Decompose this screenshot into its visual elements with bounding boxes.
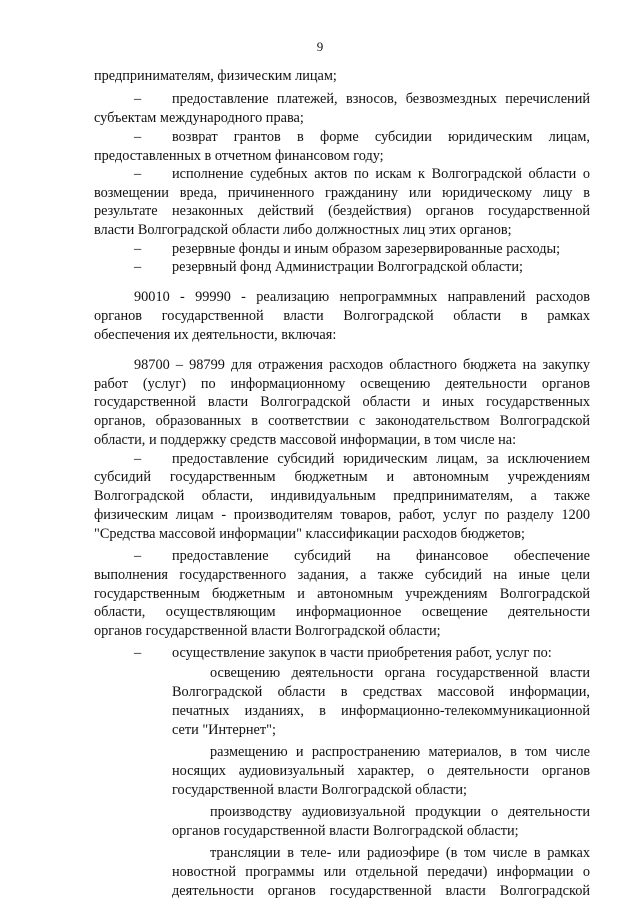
text-line: размещению и распространению материалов, в том числе [210, 744, 590, 760]
text-line: предоставление субсидий на финансовое обеспечение [172, 548, 590, 564]
text-line: возврат грантов в форме субсидии юридическим лицам, [172, 129, 590, 145]
text-line: 90010 - 99990 - реализацию непрограммных направлений расходов [134, 289, 590, 305]
text-line: деятельности органов государственной власти Волгоградской [172, 883, 590, 899]
text-line: Волгоградской области, индивидуальным предпринимателям, а также [94, 488, 590, 504]
text-line: исполнение судебных актов по искам к Волгоградской области о [172, 166, 590, 182]
text-line: трансляции в теле- или радиоэфире (в том числе в рамках [210, 845, 590, 861]
text-line: государственной власти Волгоградской области и иных государственных [94, 394, 590, 410]
text-line: носящих аудиовизуальный характер, о деятельности органов [172, 763, 590, 779]
text-line: работ (услуг) по информационному освещению деятельности органов [94, 376, 590, 392]
text-line: физическим лицам - производителям товаров, работ, услуг по разделу 1200 [94, 507, 590, 523]
list-dash: – [134, 91, 142, 107]
text-line: субъектам международного права; [94, 110, 304, 126]
text-line: выполнения государственного задания, а также субсидий на иные цели [94, 567, 590, 583]
text-line: органов государственной власти Волгоградской области в рамках [94, 308, 590, 324]
text-line: органов, образованных в соответствии с законодательством Волгоградской [94, 413, 590, 429]
text-line: предпринимателям, физическим лицам; [94, 68, 337, 84]
text-line: резервный фонд Администрации Волгоградской области; [172, 259, 523, 275]
list-dash: – [134, 645, 142, 661]
text-line: предоставление субсидий юридическим лицам, за исключением [172, 451, 590, 467]
text-line: субсидий государственным бюджетным и автономным учреждениям [94, 469, 590, 485]
text-line: Волгоградской области в средствах массовой информации, [172, 684, 590, 700]
page-number: 9 [316, 39, 324, 54]
text-line: обеспечения их деятельности, включая: [94, 327, 337, 343]
text-line: власти Волгоградской области либо должностных лиц этих органов; [94, 222, 512, 238]
text-line: области, и поддержку средств массовой информации, в том числе на: [94, 432, 517, 448]
text-line: осуществление закупок в части приобретения работ, услуг по: [172, 645, 552, 661]
list-dash: – [134, 451, 142, 467]
list-dash: – [134, 548, 142, 564]
text-line: возмещении вреда, причиненного гражданину или юридическому лицу в [94, 185, 590, 201]
list-dash: – [134, 166, 142, 182]
text-line: "Средства массовой информации" классификации расходов бюджетов; [94, 526, 525, 542]
text-line: результате незаконных действий (бездействия) органов государственной [94, 203, 590, 219]
list-dash: – [134, 129, 142, 145]
text-line: государственным бюджетным и автономным учреждениям Волгоградской [94, 586, 590, 602]
text-line: предоставление платежей, взносов, безвозмездных перечислений [172, 91, 590, 107]
text-line: предоставленных в отчетном финансовом году; [94, 148, 384, 164]
text-line: печатных изданиях, в информационно-телекоммуникационной [172, 703, 590, 719]
text-line: сети "Интернет"; [172, 722, 276, 738]
text-line: резервные фонды и иным образом зарезервированные расходы; [172, 241, 561, 257]
text-line: области, осуществляющим информационное освещение деятельности [94, 604, 590, 620]
text-line: новостной программы или отдельной передачи) информации о [172, 864, 590, 880]
text-line: государственной власти Волгоградской области; [172, 782, 467, 798]
text-line: органов государственной власти Волгоградской области; [94, 623, 441, 639]
list-dash: – [134, 241, 142, 257]
text-line: производству аудиовизуальной продукции о деятельности [210, 804, 590, 820]
text-line: освещению деятельности органа государственной власти [210, 665, 590, 681]
text-line: 98700 – 98799 для отражения расходов областного бюджета на закупку [134, 357, 590, 373]
list-dash: – [134, 259, 142, 275]
text-line: органов государственной власти Волгоградской области; [172, 823, 519, 839]
